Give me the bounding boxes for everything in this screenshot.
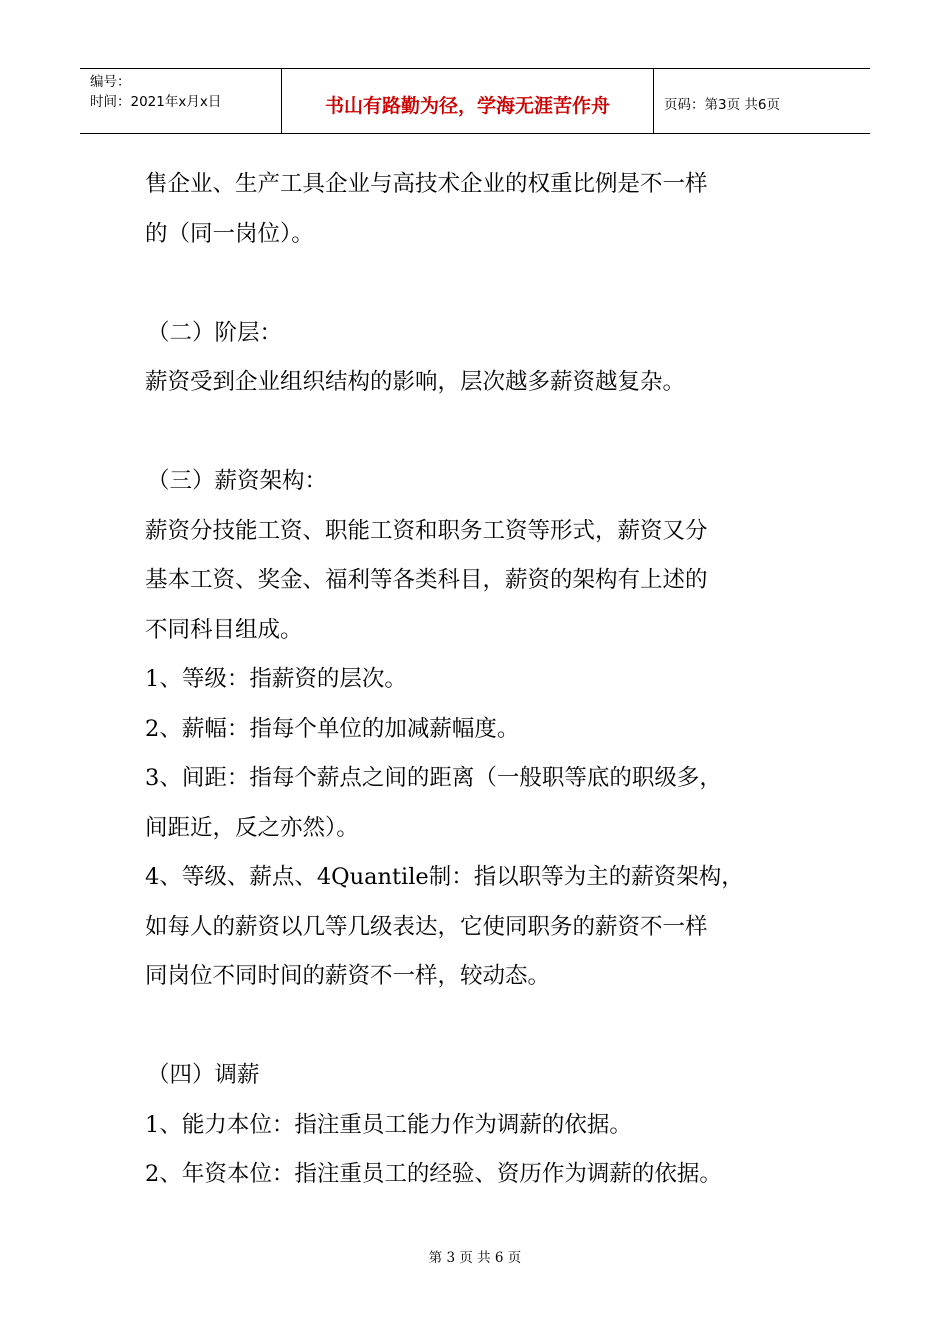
body-line: 售企业、生产工具企业与高技术企业的权重比例是不一样 xyxy=(145,171,708,197)
list-item-continued: 如每人的薪资以几等几级表达，它使同职务的薪资不一样 xyxy=(145,913,708,940)
header-meta xyxy=(80,69,282,133)
list-item: 1、能力本位：指注重员工能力作为调薪的依据。 xyxy=(145,1111,632,1138)
section-heading: （四）调薪 xyxy=(147,1062,260,1088)
section-heading: （二）阶层： xyxy=(147,319,283,346)
list-item: 2、年资本位：指注重员工的经验、资历作为调薪的依据。 xyxy=(145,1161,722,1187)
body-line: 的（同一岗位）。 xyxy=(145,220,314,247)
page-footer: 第 3 页 共 6 页 xyxy=(428,1250,522,1266)
blank-line xyxy=(145,1002,815,1052)
header-motto: 书山有路勤为径，学海无涯苦作舟 xyxy=(282,69,654,133)
number-label: 编号： xyxy=(90,74,131,90)
section-heading: （三）薪资架构： xyxy=(147,468,328,494)
time-label: 时间：2021年x月x日 xyxy=(90,94,222,110)
header-page-info: 页码：第3页 共6页 xyxy=(664,97,780,113)
list-item: 4、等级、薪点、4Quantile制：指以职等为主的薪资架构， xyxy=(145,864,744,890)
body-line: 不同科目组成。 xyxy=(145,616,303,643)
list-item: 1、等级：指薪资的层次。 xyxy=(145,666,407,692)
list-item: 3、间距：指每个薪点之间的距离（一般职等底的职级多， xyxy=(145,765,722,791)
list-item-continued: 同岗位不同时间的薪资不一样，较动态。 xyxy=(145,963,551,989)
blank-line xyxy=(145,408,815,458)
body-line: 薪资受到企业组织结构的影响，层次越多薪资越复杂。 xyxy=(145,369,686,395)
list-item: 2、薪幅：指每个单位的加减薪幅度。 xyxy=(145,715,520,742)
document-body xyxy=(145,160,815,1200)
page-header xyxy=(80,68,870,134)
blank-line xyxy=(145,259,815,309)
body-line: 薪资分技能工资、职能工资和职务工资等形式，薪资又分 xyxy=(145,517,708,544)
body-line: 基本工资、奖金、福利等各类科目，薪资的架构有上述的 xyxy=(145,567,708,593)
list-item-continued: 间距近，反之亦然）。 xyxy=(145,814,359,841)
